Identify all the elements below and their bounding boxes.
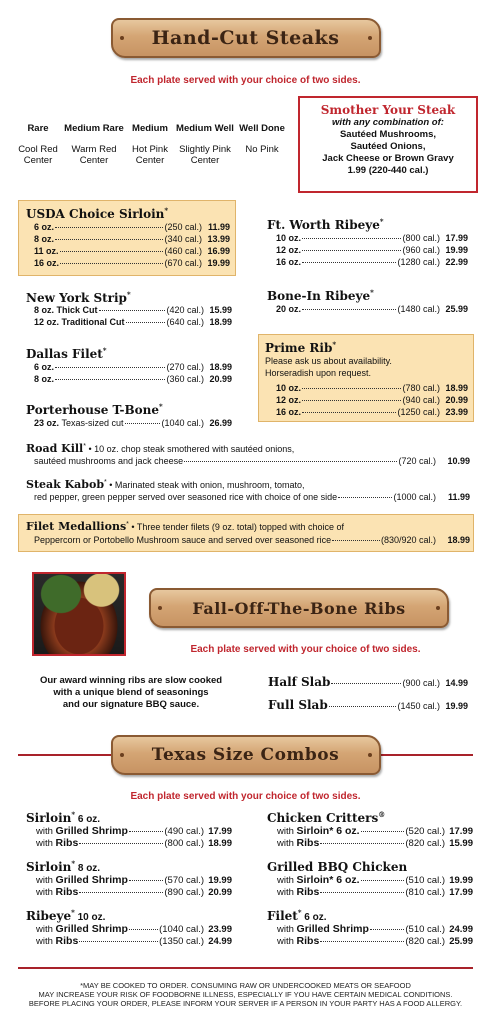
price: 23.99: [445, 407, 468, 417]
smother-your-steak-box: [298, 96, 478, 193]
leader-dots: [60, 251, 164, 252]
item-title: Sirloin: [26, 860, 72, 874]
item-title: Sirloin: [26, 811, 72, 825]
calories: (1450 cal.): [397, 701, 440, 711]
calories: (1040 cal.): [161, 418, 204, 428]
size: 8 oz. Thick Cut: [34, 305, 98, 315]
price: 26.99: [209, 418, 232, 428]
size: 10 oz.: [276, 233, 302, 243]
combo-size: 10 oz.: [74, 912, 106, 923]
leader-dots: [60, 263, 163, 264]
leader-dots: [55, 379, 165, 380]
menu-line: [34, 317, 232, 328]
leader-dots: [126, 322, 166, 323]
roadkill-name: Road Kill: [26, 442, 84, 455]
calories: (340 cal.): [164, 234, 202, 244]
size: 23 oz.: [34, 418, 60, 428]
with-text: with: [36, 924, 53, 935]
item-title: Ribeye: [26, 909, 72, 923]
size: 10 oz.: [276, 383, 302, 393]
price: 18.99: [208, 838, 232, 849]
item-title: Chicken Critters: [267, 811, 379, 825]
item-title: Bone-In Ribeye: [267, 289, 371, 303]
calories: (570 cal.): [164, 875, 204, 886]
ribs-title: Fall-Off-The-Bone Ribs: [192, 598, 406, 618]
combo-item: Grilled Shrimp: [55, 923, 128, 935]
combo-line: [277, 838, 473, 849]
asterisk: *: [102, 346, 107, 355]
calories: (1040 cal.): [159, 924, 204, 935]
price: 20.99: [445, 395, 468, 405]
calories: (510 cal.): [405, 875, 445, 886]
calories: (640 cal.): [166, 317, 204, 327]
combo-name: [267, 908, 327, 923]
porterhouse-line: [34, 418, 232, 429]
leader-dots: [79, 843, 163, 844]
combo-line: [277, 887, 473, 898]
size: 6 oz.: [34, 222, 55, 232]
price: 10.99: [447, 456, 470, 466]
price: 11.99: [447, 492, 470, 502]
calories: (1250 cal.): [397, 407, 440, 417]
combo-name: [267, 810, 385, 825]
leader-dots: [320, 941, 404, 942]
with-text: with: [277, 875, 294, 886]
combo-line: [36, 875, 232, 886]
item-title: New York Strip: [26, 291, 127, 305]
leader-dots: [302, 238, 401, 239]
leader-dots: [332, 540, 380, 541]
combo-size: 8 oz.: [75, 863, 101, 874]
sirloin-name: [26, 206, 168, 221]
leader-dots: [338, 497, 392, 498]
price: 19.99: [207, 258, 230, 268]
combos-subtitle: Each plate served with your choice of two sides.: [130, 791, 361, 802]
leader-dots: [302, 412, 396, 413]
leader-dots: [302, 309, 396, 310]
asterisk: *: [71, 859, 76, 868]
asterisk: *: [332, 340, 337, 349]
size: 12 oz.: [276, 245, 302, 255]
item-title: USDA Choice Sirloin: [26, 207, 165, 221]
size: 8 oz.: [34, 374, 55, 384]
calories: (890 cal.): [164, 887, 204, 898]
price: 13.99: [207, 234, 230, 244]
combo-name: [26, 859, 100, 874]
smother-price: 1.99 (220-440 cal.): [347, 165, 429, 176]
calories: (1350 cal.): [159, 936, 204, 947]
kabob-line: [34, 492, 470, 503]
price: 19.99: [449, 875, 473, 886]
with-text: with: [277, 887, 294, 898]
with-text: with: [277, 936, 294, 947]
medallions-line: [34, 535, 470, 546]
price: 15.99: [209, 305, 232, 315]
medallions-item: [26, 519, 344, 533]
menu-line: [276, 233, 468, 244]
combo-item: Ribs: [296, 837, 320, 849]
price: 16.99: [207, 246, 230, 256]
combo-item: Grilled Shrimp: [55, 874, 128, 886]
doneness-medium-rare: [64, 108, 124, 166]
doneness-well-done: [234, 108, 290, 155]
ribs-blurb-line: and our signature BBQ sauce.: [62, 699, 200, 710]
doneness-name: Medium: [132, 123, 168, 134]
leader-dots: [302, 400, 401, 401]
kabob-name: Steak Kabob: [26, 478, 105, 491]
combo-name: [267, 859, 407, 874]
combo-item: Ribs: [296, 935, 320, 947]
leader-dots: [129, 831, 163, 832]
doneness-desc: Cool Red Center: [18, 144, 58, 166]
calories: (510 cal.): [405, 924, 445, 935]
combo-item: Sirloin* 6 oz.: [296, 874, 360, 886]
smother-option: Sautéed Mushrooms,: [339, 129, 437, 140]
with-text: with: [277, 924, 294, 935]
calories: (820 cal.): [405, 838, 445, 849]
kabob-desc-2: red pepper, green pepper served over seasoned rice with choice of one side: [34, 492, 338, 502]
disclaimer-line: *MAY BE COOKED TO ORDER. CONSUMING RAW OR UNDERCOOKED MEATS OR SEAFOOD: [80, 981, 411, 990]
medallions-desc-2: Peppercorn or Portobello Mushroom sauce and served over seasoned rice: [34, 535, 332, 545]
leader-dots: [55, 239, 163, 240]
leader-dots: [55, 227, 163, 228]
asterisk: *: [71, 810, 76, 819]
calories: (490 cal.): [164, 826, 204, 837]
cut-desc: Texas-sized cut: [61, 418, 124, 428]
asterisk: *: [126, 521, 129, 528]
menu-line: [276, 257, 468, 268]
doneness-rare: [12, 108, 64, 166]
item-title: Ft. Worth Ribeye: [267, 218, 380, 232]
leader-dots: [79, 941, 158, 942]
menu-line: [276, 407, 468, 418]
full-slab-name: Full Slab: [268, 698, 328, 712]
calories: (420 cal.): [166, 305, 204, 315]
ftworth-name: [267, 217, 384, 232]
smother-option: Jack Cheese or Brown Gravy: [322, 153, 454, 164]
leader-dots: [361, 880, 405, 881]
price: 18.99: [209, 317, 232, 327]
calories: (800 cal.): [164, 838, 204, 849]
price: 11.99: [207, 222, 230, 232]
leader-dots: [320, 892, 404, 893]
price: 22.99: [445, 257, 468, 267]
prime-note: Please ask us about availability.: [265, 356, 392, 366]
item-title: Filet: [267, 909, 298, 923]
menu-line: [276, 383, 468, 394]
calories: (360 cal.): [166, 374, 204, 384]
item-title: Grilled BBQ Chicken: [267, 860, 408, 874]
half-slab-line: [268, 677, 468, 689]
leader-dots: [302, 262, 396, 263]
medallions-desc: • Three tender filets (9 oz. total) topped with choice of: [128, 522, 344, 532]
steaks-subtitle: Each plate served with your choice of two sides.: [130, 75, 361, 86]
price: 17.99: [208, 826, 232, 837]
doneness-desc: Warm Red Center: [71, 144, 117, 166]
leader-dots: [99, 310, 166, 311]
asterisk: *: [158, 402, 163, 411]
nystrip-name: [26, 290, 131, 305]
combo-item: Ribs: [55, 935, 79, 947]
porterhouse-name: [26, 402, 163, 417]
combo-item: Grilled Shrimp: [296, 923, 369, 935]
kabob-desc: • Marinated steak with onion, mushroom, tomato,: [106, 480, 305, 490]
doneness-name: Rare: [27, 123, 49, 134]
price: 19.99: [208, 875, 232, 886]
with-text: with: [277, 826, 294, 837]
leader-dots: [320, 843, 404, 844]
combo-name: [26, 908, 105, 923]
combo-line: [277, 826, 473, 837]
doneness-desc: No Pink: [245, 144, 279, 155]
asterisk: *: [83, 443, 86, 450]
item-title: Prime Rib: [265, 341, 333, 355]
roadkill-item: [26, 441, 294, 455]
ribs-blurb: [18, 675, 244, 711]
asterisk: *: [297, 908, 302, 917]
doneness-desc: Slightly Pink Center: [179, 144, 231, 166]
price: 18.99: [445, 383, 468, 393]
calories: (1480 cal.): [397, 304, 440, 314]
asterisk: *: [71, 908, 75, 917]
asterisk: *: [379, 217, 384, 226]
price: 24.99: [449, 924, 473, 935]
price: 23.99: [208, 924, 232, 935]
item-title: Porterhouse T-Bone: [26, 403, 159, 417]
calories: (800 cal.): [402, 233, 440, 243]
combo-size: 6 oz.: [75, 814, 101, 825]
combos-title: Texas Size Combos: [151, 745, 340, 765]
size: 12 oz.: [276, 395, 302, 405]
price: 15.99: [449, 838, 473, 849]
smother-subtitle: with any combination of:: [332, 117, 444, 128]
leader-dots: [55, 367, 165, 368]
steaks-title: Hand-Cut Steaks: [151, 27, 340, 49]
steaks-title-plank: [111, 18, 381, 58]
menu-line: [34, 234, 230, 245]
size: 16 oz.: [34, 258, 60, 268]
calories: (250 cal.): [164, 222, 202, 232]
doneness-desc: Hot Pink Center: [132, 144, 168, 166]
leader-dots: [302, 250, 401, 251]
ribs-blurb-line: Our award winning ribs are slow cooked: [39, 675, 223, 686]
leader-dots: [302, 388, 401, 389]
bonein-name: [267, 288, 374, 303]
price: 17.99: [449, 826, 473, 837]
combos-bottom-rule: [18, 967, 473, 969]
with-text: with: [36, 826, 53, 837]
combo-line: [277, 924, 473, 935]
leader-dots: [331, 683, 401, 684]
combo-name: [26, 810, 100, 825]
leader-dots: [125, 423, 161, 424]
price: 14.99: [445, 678, 468, 688]
price: 18.99: [447, 535, 470, 545]
price: 24.99: [208, 936, 232, 947]
menu-line: [34, 258, 230, 269]
doneness-medium-well: [176, 108, 234, 166]
size: 12 oz. Traditional Cut: [34, 317, 125, 327]
calories: (820 cal.): [405, 936, 445, 947]
dallas-name: [26, 346, 107, 361]
combo-line: [36, 838, 232, 849]
item-title: Dallas Filet: [26, 347, 103, 361]
calories: (460 cal.): [164, 246, 202, 256]
disclaimer: [0, 981, 491, 1008]
price: 25.99: [449, 936, 473, 947]
roadkill-line: [34, 456, 470, 467]
ribs-subtitle: Each plate served with your choice of two sides.: [190, 644, 421, 655]
combo-line: [36, 924, 232, 935]
combo-size: 6 oz.: [301, 912, 327, 923]
combo-line: [36, 887, 232, 898]
size: 6 oz.: [34, 362, 55, 372]
menu-line: [34, 305, 232, 316]
full-slab-line: [268, 700, 468, 712]
prime-name: [265, 340, 336, 355]
calories: (830/920 cal.): [380, 535, 436, 545]
leader-dots: [329, 706, 397, 707]
size: 16 oz.: [276, 257, 302, 267]
combo-item: Ribs: [55, 886, 79, 898]
combos-title-plank: [111, 735, 381, 775]
ribs-title-plank: [149, 588, 449, 628]
calories: (670 cal.): [164, 258, 202, 268]
with-text: with: [36, 875, 53, 886]
asterisk: *: [164, 206, 169, 215]
half-slab-name: Half Slab: [268, 675, 331, 689]
menu-line: [276, 395, 468, 406]
ribs-blurb-line: with a unique blend of seasonings: [53, 687, 209, 698]
price: 17.99: [445, 233, 468, 243]
calories: (780 cal.): [402, 383, 440, 393]
size: 11 oz.: [34, 246, 59, 256]
roadkill-desc-2: sautéed mushrooms and jack cheese: [34, 456, 184, 466]
leader-dots: [129, 929, 158, 930]
with-text: with: [36, 887, 53, 898]
calories: (720 cal.): [398, 456, 436, 466]
calories: (1280 cal.): [397, 257, 440, 267]
with-text: with: [277, 838, 294, 849]
menu-line: [34, 374, 232, 385]
price: 20.99: [209, 374, 232, 384]
with-text: with: [36, 838, 53, 849]
asterisk: *: [104, 479, 107, 486]
size: 16 oz.: [276, 407, 302, 417]
calories: (810 cal.): [405, 887, 445, 898]
doneness-name: Medium Rare: [64, 123, 124, 134]
calories: (1000 cal.): [393, 492, 436, 502]
combo-item: Sirloin* 6 oz.: [296, 825, 360, 837]
combo-line: [277, 936, 473, 947]
price: 18.99: [209, 362, 232, 372]
calories: (520 cal.): [405, 826, 445, 837]
calories: (940 cal.): [402, 395, 440, 405]
calories: (270 cal.): [166, 362, 204, 372]
size: 20 oz.: [276, 304, 302, 314]
leader-dots: [129, 880, 163, 881]
combo-item: Ribs: [55, 837, 79, 849]
price: 19.99: [445, 245, 468, 255]
doneness-medium: [124, 108, 176, 166]
price: 19.99: [445, 701, 468, 711]
medallions-name: Filet Medallions: [26, 520, 127, 533]
asterisk: ®: [378, 810, 386, 819]
menu-line: [34, 362, 232, 373]
kabob-item: [26, 477, 305, 491]
price: 25.99: [445, 304, 468, 314]
leader-dots: [361, 831, 405, 832]
combo-line: [36, 936, 232, 947]
disclaimer-line: BEFORE PLACING YOUR ORDER, PLEASE INFORM YOUR SERVER IF A PERSON IN YOUR PARTY HAS A FOOD ALLERGY.: [28, 999, 463, 1008]
with-text: with: [36, 936, 53, 947]
leader-dots: [184, 461, 397, 462]
price: 17.99: [449, 887, 473, 898]
combo-line: [277, 875, 473, 886]
combo-line: [36, 826, 232, 837]
doneness-name: Medium Well: [176, 123, 234, 134]
calories: (960 cal.): [402, 245, 440, 255]
asterisk: *: [370, 288, 374, 297]
leader-dots: [370, 929, 404, 930]
prime-note: Horseradish upon request.: [265, 368, 372, 378]
combo-item: Grilled Shrimp: [55, 825, 128, 837]
disclaimer-line: MAY INCREASE YOUR RISK OF FOODBORNE ILLNESS, ESPECIALLY IF YOU HAVE CERTAIN MEDICAL CONDITIONS.: [38, 990, 453, 999]
size: 8 oz.: [34, 234, 55, 244]
combo-item: Ribs: [296, 886, 320, 898]
menu-line: [276, 245, 468, 256]
price: 20.99: [208, 887, 232, 898]
smother-title: Smother Your Steak: [320, 103, 456, 117]
smother-option: Sautéed Onions,: [350, 141, 426, 152]
leader-dots: [79, 892, 163, 893]
doneness-name: Well Done: [239, 123, 285, 134]
calories: (900 cal.): [402, 678, 440, 688]
roadkill-desc: • 10 oz. chop steak smothered with sautéed onions,: [85, 444, 295, 454]
menu-line: [276, 304, 468, 315]
asterisk: *: [126, 290, 131, 299]
menu-line: [34, 222, 230, 233]
menu-line: [34, 246, 230, 257]
